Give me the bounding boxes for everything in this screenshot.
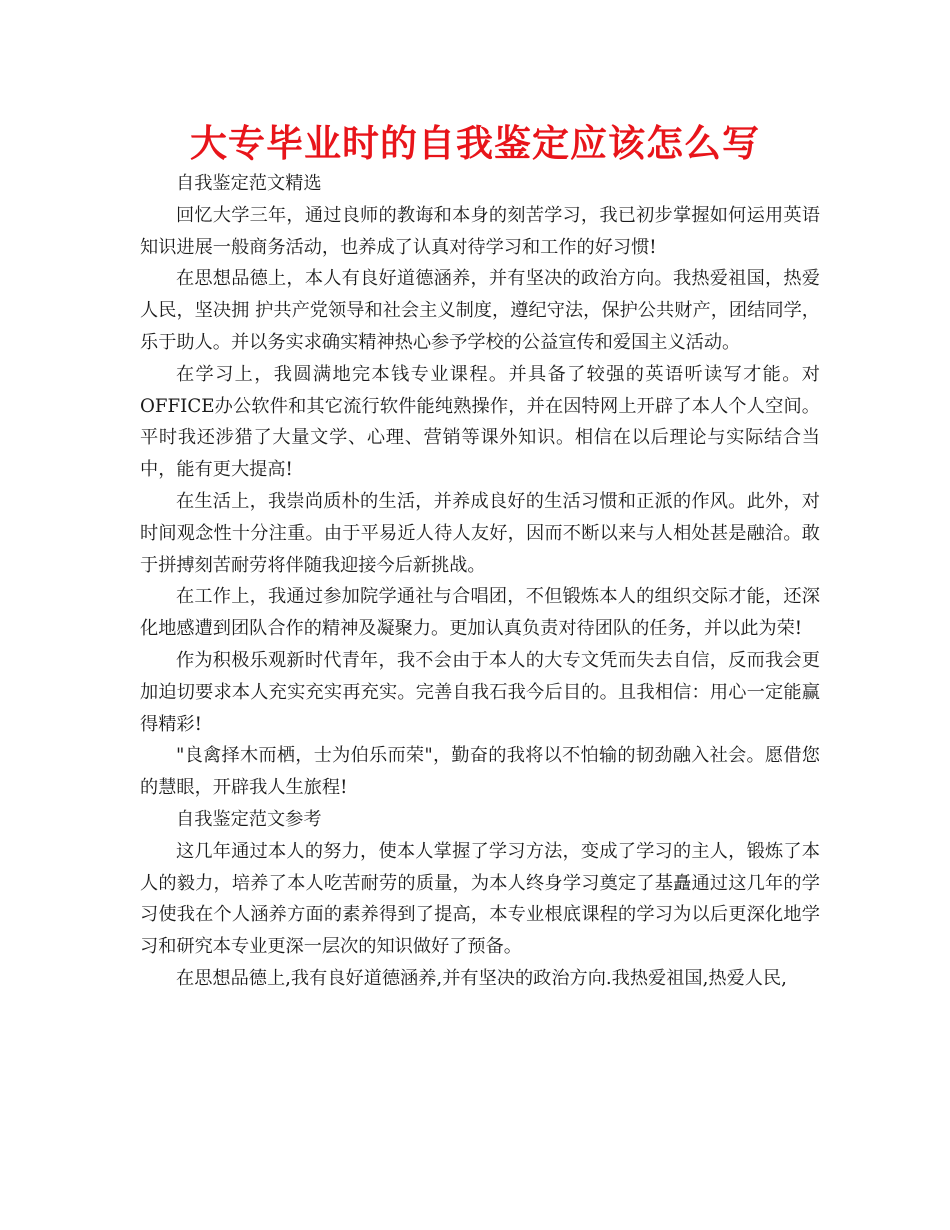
body-paragraph: 这几年通过本人的努力，使本人掌握了学习方法，变成了学习的主人，锻炼了本人的毅力，培养了本人吃苦耐劳的质量，为本人终身学习奠定了基矗通过这几年的学习使我在个人涵养方面的素养得到了提高，本专业根底课程的学习为以后更深化地学习和研究本专业更深一层次的知识做好了预备。 xyxy=(140,840,820,958)
body-paragraph: 作为积极乐观新时代青年，我不会由于本人的大专文凭而失去自信，反而我会更加迫切要求本人充实充实再充实。完善自我石我今后目的。且我相信：用心一定能赢得精彩! xyxy=(140,649,820,735)
document-body xyxy=(140,168,820,995)
section-heading: 自我鉴定范文精选 xyxy=(176,173,322,194)
body-paragraph: 在思想品德上,我有良好道德涵养,并有坚决的政治方向.我热爱祖国,热爱人民, xyxy=(176,967,787,989)
section-heading: 自我鉴定范文参考 xyxy=(176,808,322,830)
body-paragraph: 回忆大学三年，通过良师的教诲和本身的刻苦学习，我已初步掌握如何运用英语知识进展一般商务活动，也养成了认真对待学习和工作的好习惯! xyxy=(140,204,820,258)
body-paragraph: 在工作上，我通过参加院学通社与合唱团，不但锻炼本人的组织交际才能，还深化地感遭到团队合作的精神及凝聚力。更加认真负责对待团队的任务，并以此为荣! xyxy=(140,586,820,640)
body-paragraph: 在思想品德上，本人有良好道德涵养，并有坚决的政治方向。我热爱祖国，热爱人民，坚决拥 护共产党领导和社会主义制度，遵纪守法，保护公共财产，团结同学，乐于助人。并以务实求确实精神热心参予学校的公益宣传和爱国主义活动。 xyxy=(140,268,820,353)
body-paragraph: 在学习上，我圆满地完本钱专业课程。并具备了较强的英语听读写才能。对OFFICE办公软件和其它流行软件能纯熟操作，并在因特网上开辟了本人个人空间。平时我还涉猎了大量文学、心理、营销等课外知识。相信在以后理论与实际结合当中，能有更大提高! xyxy=(140,363,820,481)
body-paragraph: 在生活上，我崇尚质朴的生活，并养成良好的生活习惯和正派的作风。此外，对时间观念性十分注重。由于平易近人待人友好，因而不断以来与人相处甚是融洽。敢于拼搏刻苦耐劳将伴随我迎接今后新挑战。 xyxy=(140,490,820,576)
body-paragraph: "良禽择木而栖，士为伯乐而荣"，勤奋的我将以不怕输的韧劲融入社会。愿借您的慧眼，开辟我人生旅程! xyxy=(140,745,820,799)
document-title: 大专毕业时的自我鉴定应该怎么写 xyxy=(190,122,760,165)
